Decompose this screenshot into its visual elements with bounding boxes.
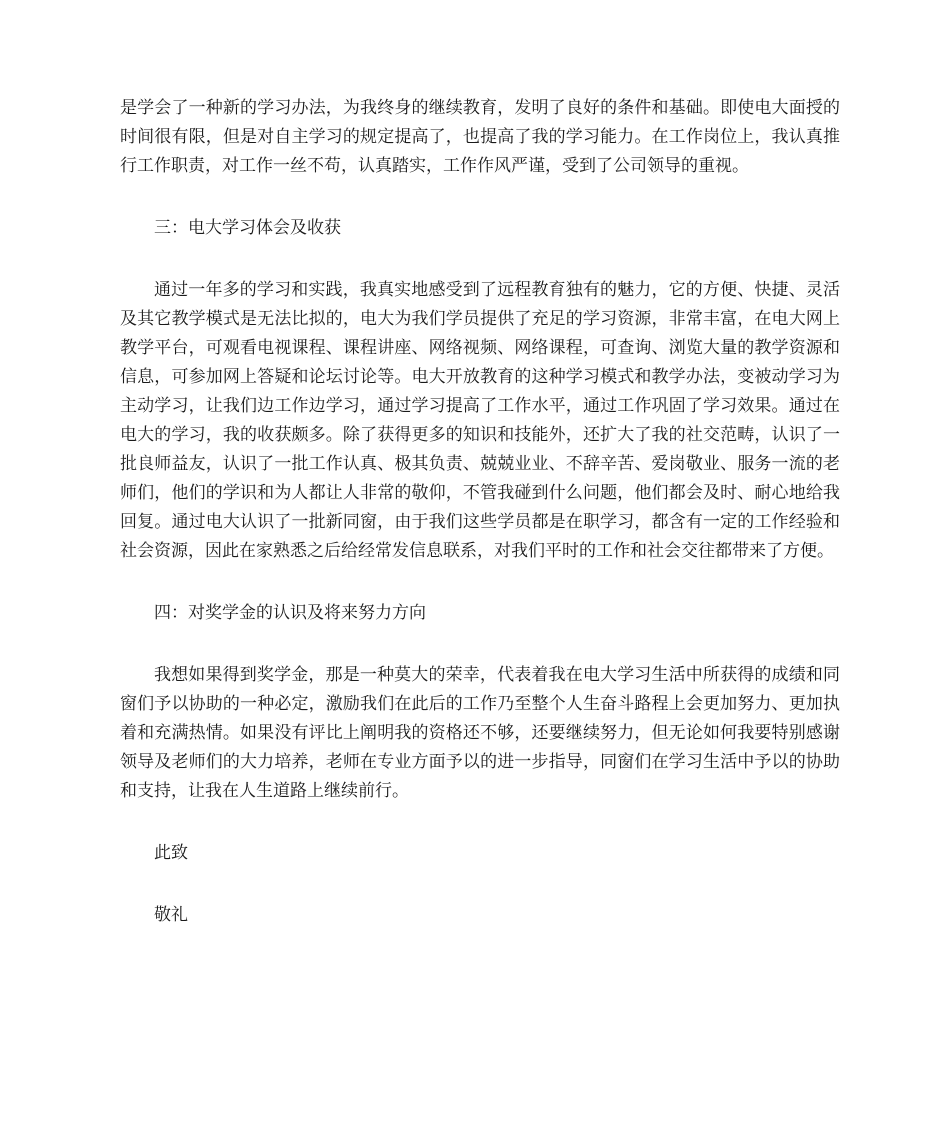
document-page [120,94,840,930]
paragraph-experience: 通过一年多的学习和实践，我真实地感受到了远程教育独有的魅力，它的方便、快捷、灵活及其它教学模式是无法比拟的，电大为我们学员提供了充足的学习资源，非常丰富，在电大网上教学平台，可观看电视课程、课程讲座、网络视频、网络课程，可查询、浏览大量的教学资源和信息，可参加网上答疑和论坛讨论等。电大开放教育的这种学习模式和教学办法，变被动学习为主动学习，让我们边工作边学习，通过学习提高了工作水平，通过工作巩固了学习效果。通过在电大的学习，我的收获颇多。除了获得更多的知识和技能外，还扩大了我的社交范畴，认识了一批良师益友，认识了一批工作认真、极其负责、兢兢业业、不辞辛苦、爱岗敬业、服务一流的老师们，他们的学识和为人都让人非常的敬仰，不管我碰到什么问题，他们都会及时、耐心地给我回复。通过电大认识了一批新同窗，由于我们这些学员都是在职学习，都含有一定的工作经验和社会资源，因此在家熟悉之后给经常发信息联系，对我们平时的工作和社会交往都带来了方便。 [120,280,840,561]
paragraph-spacer [120,628,840,661]
section-heading-4: 四：对奖学金的认识及将来努力方向 [154,603,426,623]
paragraph-spacer [120,566,840,599]
closing-regards: 敬礼 [154,905,188,925]
paragraph-spacer [120,868,840,901]
closing-salutation: 此致 [154,843,188,863]
paragraph-continuation: 是学会了一种新的学习办法，为我终身的继续教育，发明了良好的条件和基础。即使电大面授的时间很有限，但是对自主学习的规定提高了，也提高了我的学习能力。在工作岗位上，我认真推行工作职责，对工作一丝不苟，认真踏实，工作作风严谨，受到了公司领导的重视。 [120,98,840,176]
paragraph-spacer [120,806,840,839]
paragraph-scholarship: 我想如果得到奖学金，那是一种莫大的荣幸，代表着我在电大学习生活中所获得的成绩和同窗们予以协助的一种必定，激励我们在此后的工作乃至整个人生奋斗路程上会更加努力、更加执着和充满热情。如果没有评比上阐明我的资格还不够，还要继续努力，但无论如何我要特别感谢领导及老师们的大力培养，老师在专业方面予以的进一步指导，同窗们在学习生活中予以的协助和支持，让我在人生道路上继续前行。 [120,665,840,801]
section-heading-3: 三：电大学习体会及收获 [154,218,341,238]
paragraph-spacer [120,181,840,214]
paragraph-spacer [120,243,840,276]
